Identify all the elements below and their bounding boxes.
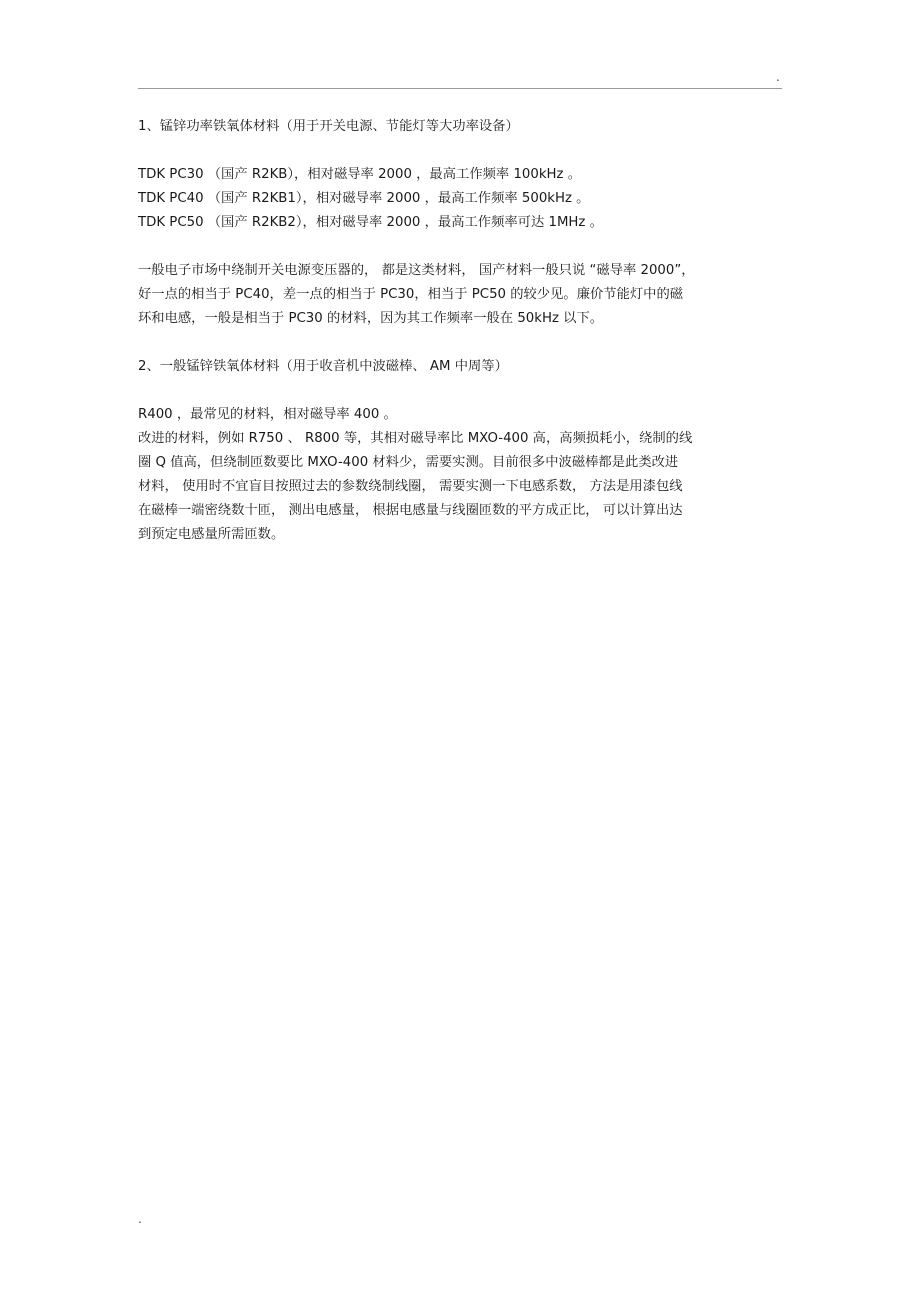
footer-page-marker: . <box>138 1212 142 1226</box>
header-page-marker: . <box>776 70 780 84</box>
paragraph-line: 好一点的相当于 PC40，差一点的相当于 PC30，相当于 PC50 的较少见。廉价节能灯中的磁 <box>138 287 684 302</box>
spacer <box>138 139 782 163</box>
spec-line-pc50: TDK PC50 （国产 R2KB2），相对磁导率 2000 ，最高工作频率可达 1MHz 。 <box>138 215 603 230</box>
paragraph-line: R400 ，最常见的材料，相对磁导率 400 。 <box>138 407 397 422</box>
paragraph-line: 一般电子市场中绕制开关电源变压器的， 都是这类材料， 国产材料一般只说 “磁导率 2000”， <box>138 263 695 278</box>
paragraph-line: 材料， 使用时不宜盲目按照过去的参数绕制线圈， 需要实测一下电感系数， 方法是用漆包线 <box>138 479 683 494</box>
spec-line-pc40: TDK PC40 （国产 R2KB1），相对磁导率 2000 ，最高工作频率 500kHz 。 <box>138 191 590 206</box>
section1-specs <box>138 163 782 235</box>
section1-heading-text: 1、锰锌功率铁氧体材料（用于开关电源、节能灯等大功率设备） <box>138 119 519 134</box>
section1-heading <box>138 115 782 139</box>
paragraph-line: 圈 Q 值高，但绕制匝数要比 MXO-400 材料少，需要实测。目前很多中波磁棒都是此类改进 <box>138 455 679 470</box>
paragraph-line: 到预定电感量所需匝数。 <box>138 527 285 542</box>
header-rule <box>138 88 782 89</box>
document-body <box>138 115 782 547</box>
paragraph-line: 环和电感，一般是相当于 PC30 的材料，因为其工作频率一般在 50kHz 以下。 <box>138 311 604 326</box>
spec-line-pc30: TDK PC30 （国产 R2KB），相对磁导率 2000 ，最高工作频率 100kHz 。 <box>138 167 582 182</box>
section2-heading <box>138 355 782 379</box>
paragraph-line: 在磁棒一端密绕数十匝， 测出电感量， 根据电感量与线圈匝数的平方成正比， 可以计算出达 <box>138 503 683 518</box>
section1-paragraph <box>138 259 782 331</box>
spacer <box>138 331 782 355</box>
spacer <box>138 235 782 259</box>
paragraph-line: 改进的材料，例如 R750 、 R800 等，其相对磁导率比 MXO-400 高，高频损耗小，绕制的线 <box>138 431 693 446</box>
section2-heading-text: 2、一般锰锌铁氧体材料（用于收音机中波磁棒、 AM 中周等） <box>138 359 508 374</box>
section2-paragraph <box>138 403 782 547</box>
spacer <box>138 379 782 403</box>
